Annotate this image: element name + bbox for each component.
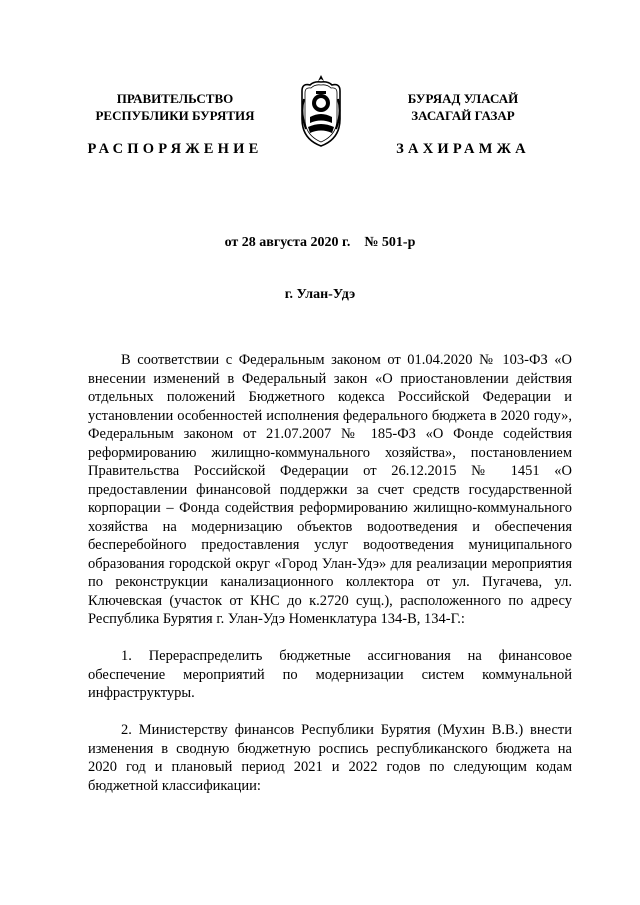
document-city: г. Улан-Удэ <box>284 287 356 302</box>
document-date: от 28 августа 2020 г. <box>224 235 351 250</box>
document-type-bua: ЗАХИРАМЖА <box>396 141 530 157</box>
buryatia-coat-of-arms-icon <box>296 73 346 149</box>
issuer-line-1: ПРАВИТЕЛЬСТВО <box>116 91 234 106</box>
issuer-line-1-bua: БУРЯАД УЛАСАЙ <box>407 91 519 106</box>
document-body <box>88 351 572 814</box>
issuer-name-bua <box>343 90 583 124</box>
document-type-ru: РАСПОРЯЖЕНИЕ <box>87 141 263 157</box>
issuer-line-2: РЕСПУБЛИКИ БУРЯТИЯ <box>95 108 255 123</box>
issuer-name-ru <box>55 90 295 124</box>
preamble-paragraph: В соответствии с Федеральным законом от 01.04.2020 № 103-ФЗ «О внесении изменений в Федеральный закон «О приостановлении действия отдельных положений Бюджетного кодекса Российской Федерации и установлении особенностей исполнения федерального бюджета в 2020 году», Федеральным законом от 21.07.2007 № 185-ФЗ «О Фонде содействия реформированию жилищно-коммунального хозяйства», постановлением Правительства Российской Федерации от 26.12.2015 № 1451 «О предоставлении финансовой поддержки за счет средств государственной корпорации – Фонда содействия реформированию жилищно-коммунального хозяйства на модернизацию объектов водоотведения и обеспечения бесперебойного предоставления услуг водоотведения муниципального образования городской округ «Город Улан-Удэ» для реализации мероприятия по реконструкции канализационного коллектора от ул. Пугачева, ул. Ключевская (участок от КНС до к.2720 сущ.), расположенного по адресу Республика Бурятия г. Улан-Удэ Номенклатура 134-В, 134-Г.: <box>88 352 572 627</box>
item-2-paragraph: 2. Министерству финансов Республики Бурятия (Мухин В.В.) внести изменения в сводную бюджетную роспись республиканского бюджета на 2020 год и плановый период 2021 и 2022 годов по следующим кодам бюджетной классификации: <box>88 722 572 794</box>
issuer-line-2-bua: ЗАСАГАЙ ГАЗАР <box>411 108 515 123</box>
document-number: № 501-р <box>364 235 416 250</box>
date-line <box>0 235 640 251</box>
item-1-paragraph: 1. Перераспределить бюджетные ассигнования на финансовое обеспечение мероприятий по модернизации систем коммунальной инфраструктуры. <box>88 648 572 701</box>
